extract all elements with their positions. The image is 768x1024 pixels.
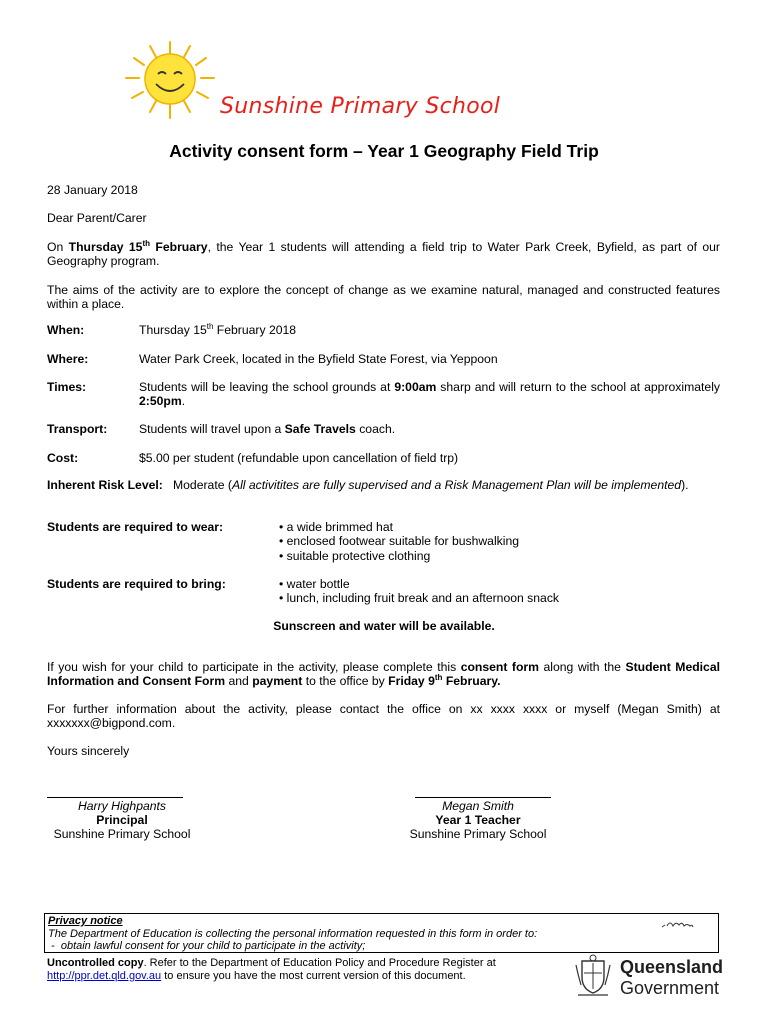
cost-label: Cost: xyxy=(47,451,79,465)
list-item: • suitable protective clothing xyxy=(279,548,431,563)
signature-school: Sunshine Primary School xyxy=(409,827,547,841)
list-item: • enclosed footwear suitable for bushwalking xyxy=(279,534,520,549)
signature-role: Year 1 Teacher xyxy=(435,813,521,827)
sun-logo-icon xyxy=(120,38,220,122)
privacy-notice xyxy=(44,913,719,953)
list-item: • water bottle xyxy=(279,577,350,591)
intro-paragraph: On Thursday 15th February, the Year 1 students will attending a field trip to Water Park Creek, Byfield, as part of our Geography program. xyxy=(47,238,720,269)
signature-line xyxy=(47,797,183,798)
handwritten-mark-icon xyxy=(660,918,696,930)
list-item: • lunch, including fruit break and an afternoon snack xyxy=(279,591,560,606)
sunscreen-note: Sunscreen and water will be available. xyxy=(273,619,495,633)
times-value: Students will be leaving the school grounds at 9:00am sharp and will return to the school at approximately 2:50pm. xyxy=(139,380,720,409)
salutation: Dear Parent/Carer xyxy=(47,211,147,225)
policy-link[interactable]: http://ppr.det.qld.gov.au xyxy=(47,969,162,982)
transport-value: Students will travel upon a Safe Travels coach. xyxy=(139,422,396,436)
where-label: Where: xyxy=(47,352,89,366)
when-value: Thursday 15th February 2018 xyxy=(139,321,297,337)
wear-label: Students are required to wear: xyxy=(47,520,224,534)
cost-value: $5.00 per student (refundable upon cancellation of field trp) xyxy=(139,451,459,465)
signature-role: Principal xyxy=(96,813,148,827)
times-label: Times: xyxy=(47,380,87,394)
transport-label: Transport: xyxy=(47,422,108,436)
wear-list xyxy=(279,520,519,563)
contact-paragraph: For further information about the activity, please contact the office on xx xxxx xxxx or myself (Megan Smith) at xxxxxxx@bigpond.com. xyxy=(47,702,720,731)
page-title: Activity consent form – Year 1 Geography Field Trip xyxy=(169,141,599,161)
signature-right xyxy=(403,797,553,841)
when-label: When: xyxy=(47,323,85,337)
government-wordmark: Government xyxy=(620,978,720,998)
privacy-line: - obtain lawful consent for your child to participate in the activity; xyxy=(48,940,366,952)
sign-off: Yours sincerely xyxy=(47,744,130,758)
signature-line xyxy=(415,797,551,798)
aims-paragraph: The aims of the activity are to explore the concept of change as we examine natural, managed and constructed features within a place. xyxy=(47,283,720,312)
bring-label: Students are required to bring: xyxy=(47,577,226,591)
closing-paragraph: If you wish for your child to participate in the activity, please complete this consent form along with the Student Medical Information and Consent Form and payment to the office by Friday 9th February. xyxy=(47,660,720,689)
queensland-government-logo xyxy=(574,949,754,1001)
signature-name: Harry Highpants xyxy=(77,799,167,813)
bring-list xyxy=(279,577,559,606)
school-name: Sunshine Primary School xyxy=(220,94,501,119)
where-value: Water Park Creek, located in the Byfield State Forest, via Yeppoon xyxy=(139,352,498,366)
footer-text: Uncontrolled copy. Refer to the Department of Education Policy and Procedure Register at http://ppr.det.qld.gov.au to ensure you have the most current version of this document. xyxy=(47,957,496,982)
signature-school: Sunshine Primary School xyxy=(53,827,191,841)
signature-left xyxy=(47,797,197,841)
queensland-wordmark: Queensland xyxy=(620,957,724,977)
privacy-line: The Department of Education is collecting the personal information requested in this form in order to: xyxy=(48,927,538,940)
letter-date: 28 January 2018 xyxy=(47,183,138,197)
list-item: • a wide brimmed hat xyxy=(279,520,394,534)
risk-level: Inherent Risk Level: Moderate (All activitites are fully supervised and a Risk Management Plan will be implemented). xyxy=(47,478,689,492)
coat-of-arms-icon xyxy=(574,953,612,999)
signature-name: Megan Smith xyxy=(442,799,514,813)
privacy-heading: Privacy notice xyxy=(48,915,123,927)
